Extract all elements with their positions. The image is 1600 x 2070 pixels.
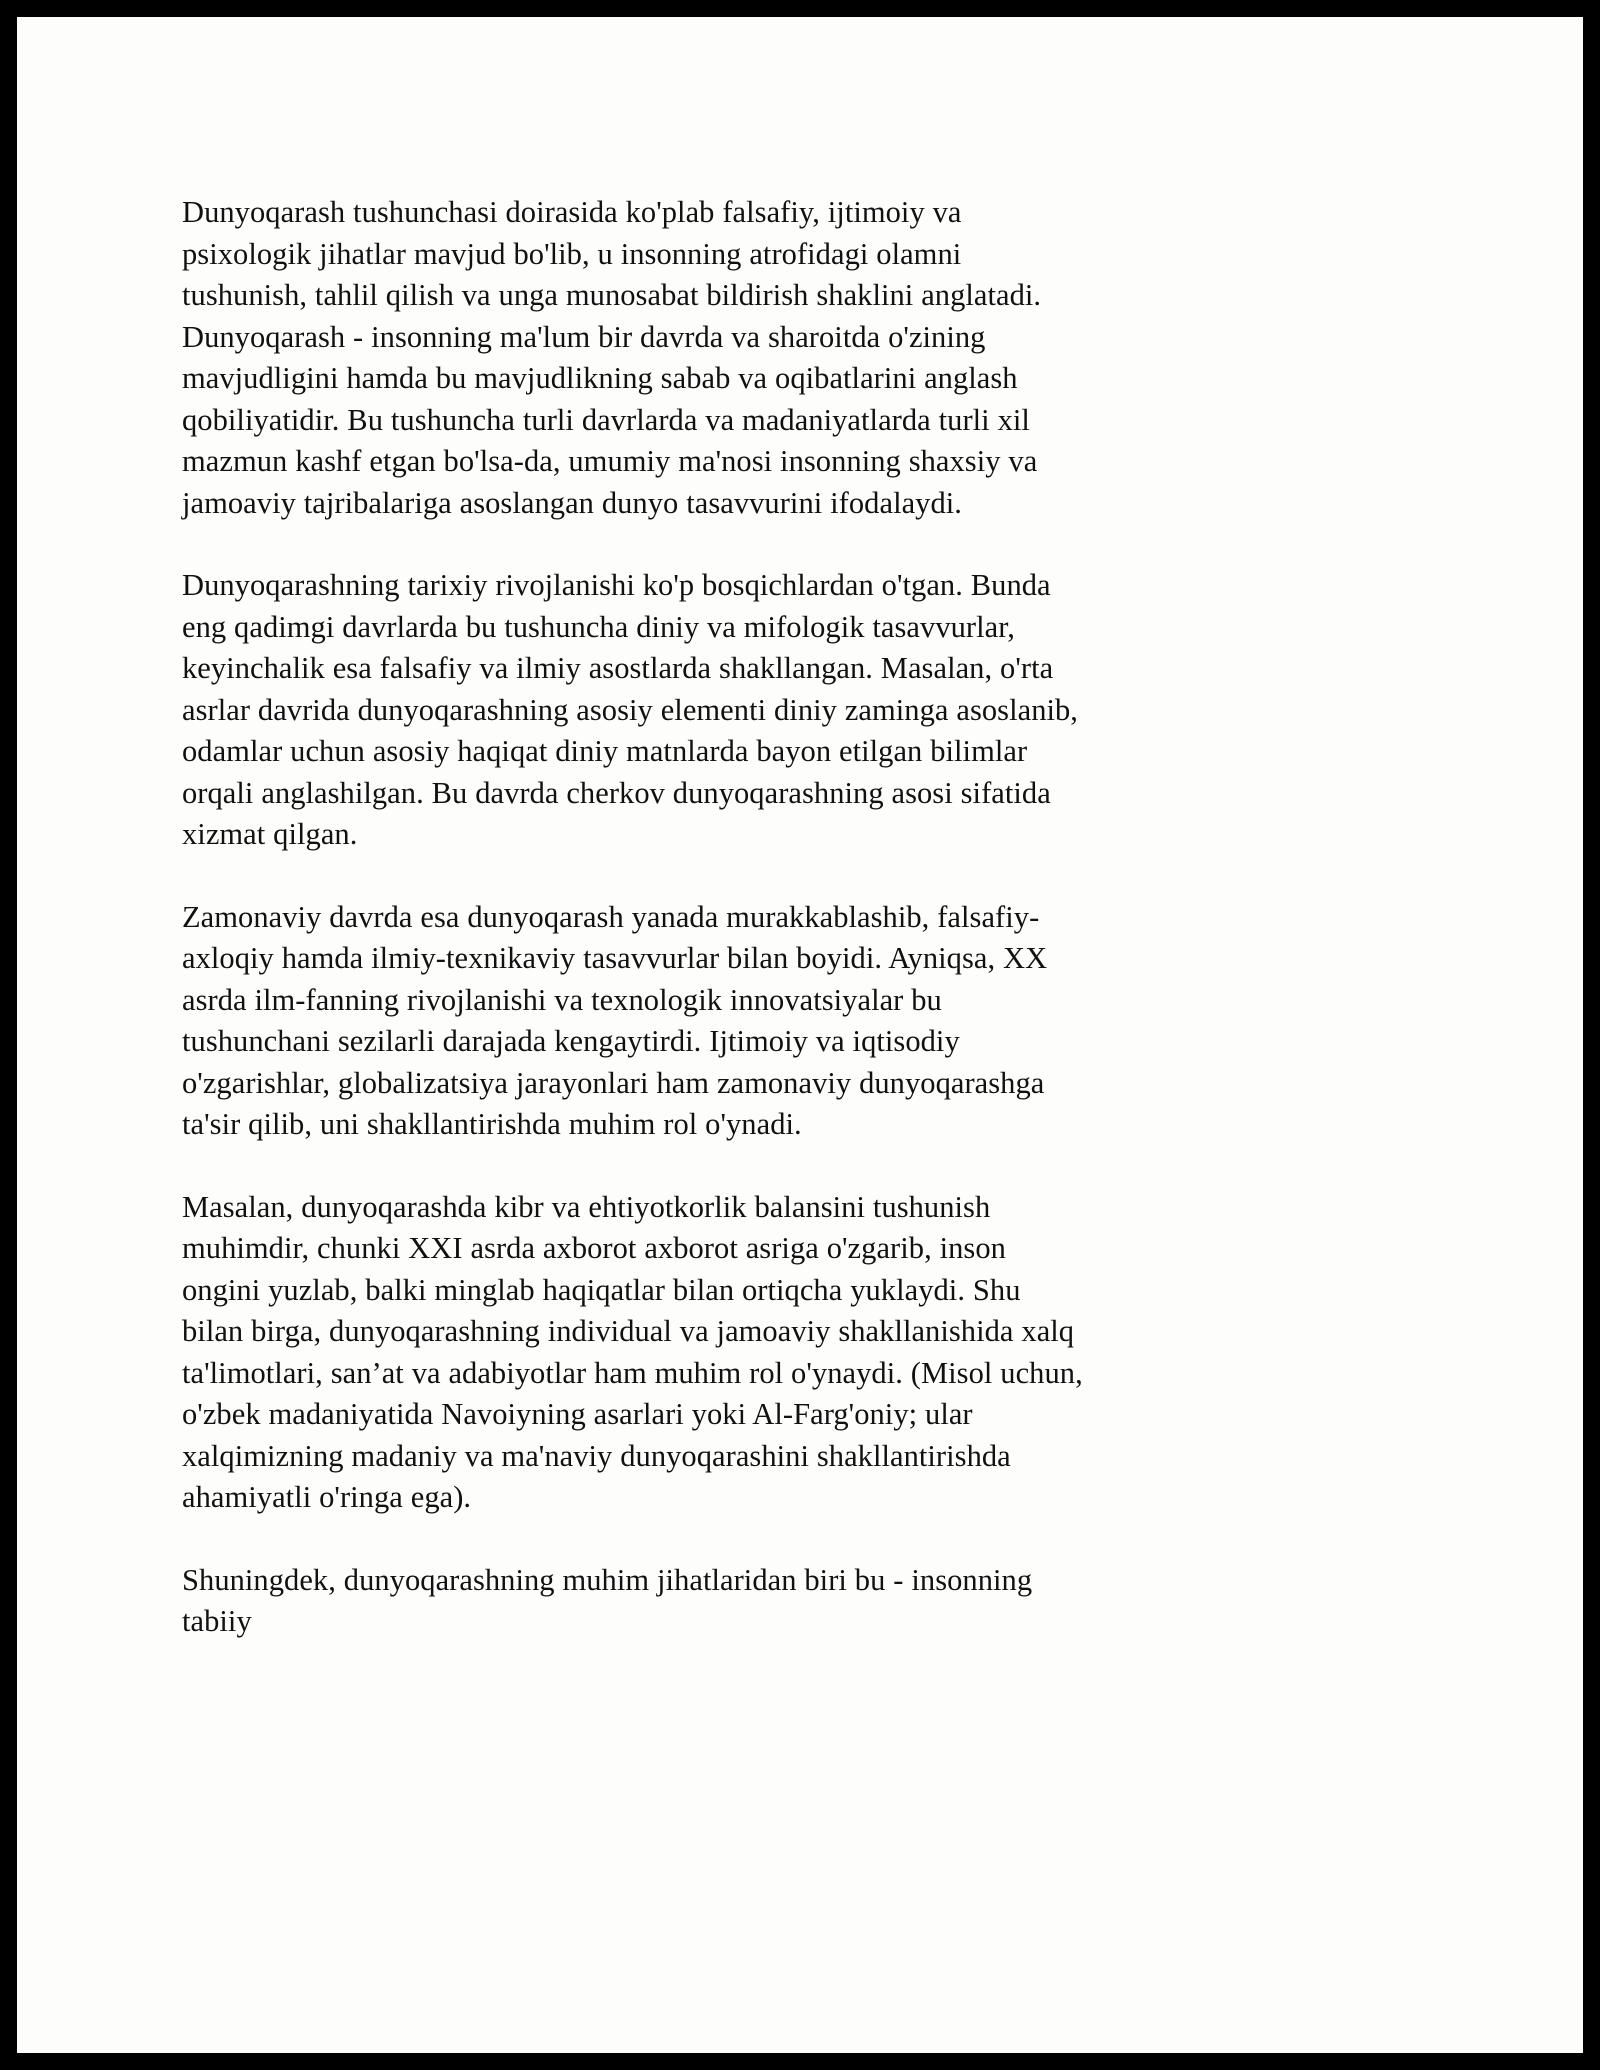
paragraph-5: Shuningdek, dunyoqarashning muhim jihatlaridan biri bu - insonning tabiiy [182, 1562, 1033, 1638]
document-text-body [182, 192, 1087, 1643]
paragraph-4: Masalan, dunyoqarashda kibr va ehtiyotkorlik balansini tushunish muhimdir, chunki XXI asrda axborot axborot asriga o'zgarib, inson ongini yuzlab, balki minglab haqiqatlar bilan ortiqcha yuklaydi. Shu bilan birga, dunyoqarashning individual va jamoaviy shakllanishida xalq ta'limotlari, san’at va adabiyotlar ham muhim rol o'ynaydi. (Misol uchun, o'zbek madaniyatida Navoiyning asarlari yoki Al-Farg'oniy; ular xalqimizning madaniy va ma'naviy dunyoqarashini shakllantirishda ahamiyatli o'ringa ega). [182, 1189, 1083, 1514]
document-page-surface [17, 17, 1583, 2053]
paragraph-1: Dunyoqarash tushunchasi doirasida ko'plab falsafiy, ijtimoiy va psixologik jihatlar mavjud bo'lib, u insonning atrofidagi olamni tushunish, tahlil qilish va unga munosabat bildirish shaklini anglatadi. Dunyoqarash - insonning ma'lum bir davrda va sharoitda o'zining mavjudligini hamda bu mavjudlikning sabab va oqibatlarini anglash qobiliyatidir. Bu tushuncha turli davrlarda va madaniyatlarda turli xil mazmun kashf etgan bo'lsa-da, umumiy ma'nosi insonning shaxsiy va jamoaviy tajribalariga asoslangan dunyo tasavvurini ifodalaydi. [182, 195, 1042, 520]
document-page-border [14, 14, 1586, 2056]
paragraph-3: Zamonaviy davrda esa dunyoqarash yanada murakkablashib, falsafiy-axloqiy hamda ilmiy-texnikaviy tasavvurlar bilan boyidi. Ayniqsa, XX asrda ilm-fanning rivojlanishi va texnologik innovatsiyalar bu tushunchani sezilarli darajada kengaytirdi. Ijtimoiy va iqtisodiy o'zgarishlar, globalizatsiya jarayonlari ham zamonaviy dunyoqarashga ta'sir qilib, uni shakllantirishda muhim rol o'ynadi. [182, 899, 1048, 1141]
paragraph-2: Dunyoqarashning tarixiy rivojlanishi ko'p bosqichlardan o'tgan. Bunda eng qadimgi davrlarda bu tushuncha diniy va mifologik tasavvurlar, keyinchalik esa falsafiy va ilmiy asostlarda shakllangan. Masalan, o'rta asrlar davrida dunyoqarashning asosiy elementi diniy zaminga asoslanib, odamlar uchun asosiy haqiqat diniy matnlarda bayon etilgan bilimlar orqali anglashilgan. Bu davrda cherkov dunyoqarashning asosi sifatida xizmat qilgan. [182, 568, 1078, 851]
